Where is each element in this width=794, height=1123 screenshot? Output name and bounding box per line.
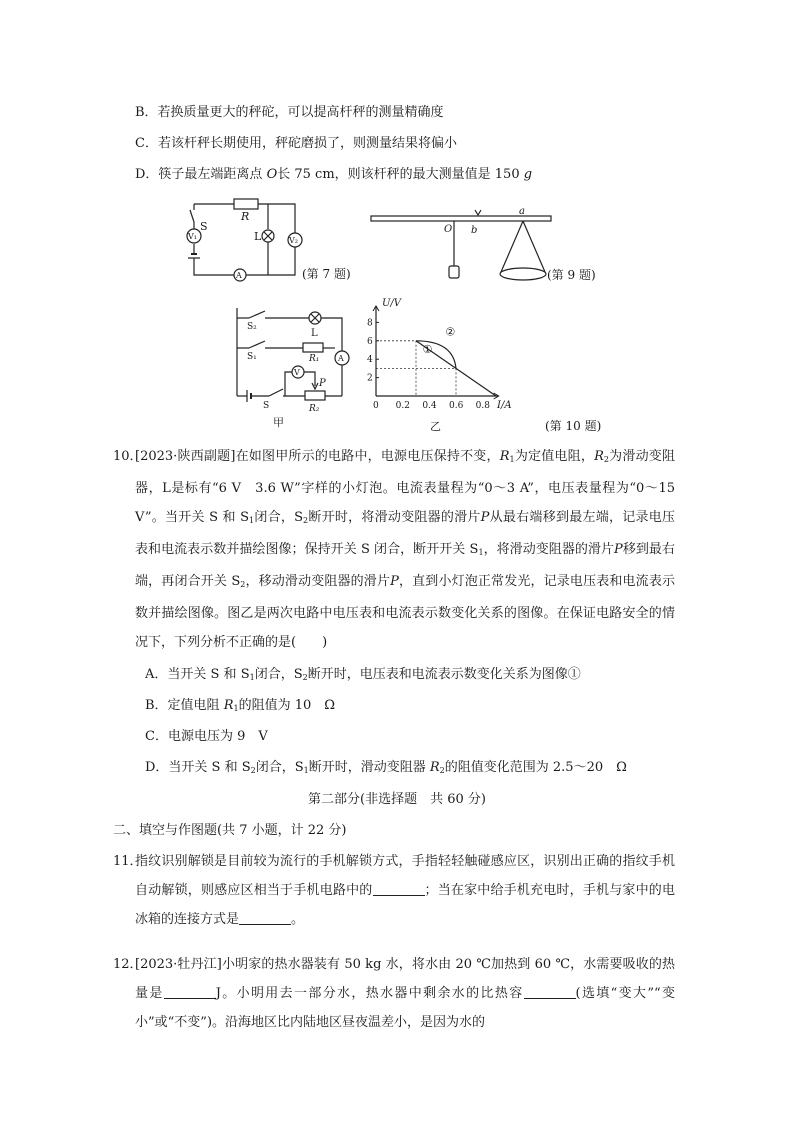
y-tick-label: 4 <box>367 355 373 366</box>
q9-steelyard-figure <box>365 204 615 286</box>
q10-circuit-figure <box>225 296 365 430</box>
q10a-label-s1: S₁ <box>247 352 257 362</box>
q7-caption: (第 7 题) <box>302 267 351 281</box>
q10-opt-b-r: R <box>223 698 234 713</box>
series-1-label: ① <box>422 342 433 356</box>
q10a-name: 甲 <box>273 416 284 429</box>
q10a-label-p: P <box>319 378 326 389</box>
q11-number: 11． <box>113 854 143 869</box>
q7-label-a: A <box>236 271 242 280</box>
q10-p-1: P <box>480 510 490 525</box>
q12-blank-1[interactable] <box>164 984 216 999</box>
q12-text-2: J。小明用去一部分水，热水器中剩余水的比热容 <box>215 986 524 1001</box>
q10-option-a <box>145 666 581 687</box>
q11-stem <box>113 847 675 934</box>
q10-text-2: 为定值电阻， <box>514 449 595 464</box>
q10-p-2: P <box>614 542 623 557</box>
section2-title: 二、填空与作图题(共 7 小题，计 22 分) <box>113 823 347 838</box>
q11-text-1: 指纹识别解锁是目前较为流行的手机解锁方式，手指轻轻触碰感应区，识别出正确的指纹手机自动解锁，则感应区相当于手机电路中的 <box>135 854 675 898</box>
q10-opt-d-r: R <box>429 760 440 775</box>
q7-circuit-figure <box>180 192 365 287</box>
x-tick-label: 0 <box>373 401 379 411</box>
q10a-label-r2: R₂ <box>309 404 320 414</box>
q9-caption: (第 9 题) <box>547 268 596 282</box>
q10-s1-sub: 1 <box>249 516 255 525</box>
q10-caption: (第 10 题) <box>545 419 602 433</box>
q10a-label-a: A <box>338 354 344 363</box>
q10-s2-sub-2: 2 <box>240 580 246 589</box>
q10-opt-d-2: 闭合，S <box>255 760 304 775</box>
q9-label-b: b <box>471 225 478 236</box>
q10a-label-v: V <box>294 368 300 377</box>
q10-text-4: 闭合，S <box>254 510 304 525</box>
q11-blank-2[interactable] <box>239 910 291 925</box>
q10-r1-sub: 1 <box>509 455 515 464</box>
q10-opt-a-2: 闭合，S <box>254 667 303 682</box>
q7-label-s: S <box>200 220 208 233</box>
q10a-label-r1: R₁ <box>309 354 320 364</box>
q7-label-v2: V₂ <box>289 236 298 245</box>
q10-s1-sub-2: 1 <box>478 548 484 557</box>
q10-opt-d-1: D．当开关 S 和 S <box>145 760 251 775</box>
q10-opt-a-1: A．当开关 S 和 S <box>145 667 250 682</box>
q10-text-8: 移到最右端，再闭合开关 S <box>135 542 675 589</box>
q12-number: 12． <box>113 957 143 972</box>
q12-text-3: (选填“变大”“变小”或“不变”)。沿海地区比内陆地区昼夜温差小，是因为水的 <box>135 986 675 1030</box>
q10-s2-sub: 2 <box>303 516 309 525</box>
q9-option-d-var: O <box>266 167 278 182</box>
q10-r2-sub: 2 <box>603 455 609 464</box>
y-tick-label: 6 <box>367 336 373 347</box>
q11-text-2: ；当在家中给手机充电时，手机与家中的电冰箱的连接方式是 <box>135 883 675 927</box>
x-tick-label: 0.8 <box>475 401 490 411</box>
q10-text-7: ，将滑动变阻器的滑片 <box>483 542 615 557</box>
q7-label-v1: V₁ <box>188 232 197 241</box>
q10a-label-l: L <box>311 328 318 339</box>
q10-stem <box>113 442 675 657</box>
q7-label-l: L <box>254 230 262 243</box>
series-2-label: ② <box>445 325 456 339</box>
q10-opt-d-sub2: 2 <box>250 766 256 775</box>
q10a-label-s: S <box>263 401 270 411</box>
q10b-name: 乙 <box>430 420 441 433</box>
q10b-xlabel: I/A <box>497 400 512 411</box>
q11-text-3: 。 <box>291 912 305 927</box>
q10-opt-d-3: 断开时，滑动变阻器 <box>308 760 430 775</box>
y-tick-label: 8 <box>367 318 373 329</box>
q10-r2: R <box>594 449 604 464</box>
q10-opt-b-1: B．定值电阻 <box>145 698 224 713</box>
q10-text-10: ，直到小灯泡正常发光，记录电压表和电流表示数并描绘图像。图乙是两次电路中电压表和电流表示数变化关系的图像。在保证电路安全的情况下，下列分析不正确的是( ) <box>135 574 675 650</box>
q7-label-r: R <box>241 210 250 223</box>
q10-opt-d-sub1: 1 <box>303 766 309 775</box>
q10-opt-b-sub: 1 <box>233 704 239 713</box>
x-tick-label: 0.2 <box>395 401 410 411</box>
q9-option-d-unit: g <box>523 167 533 182</box>
q10-option-d <box>145 759 627 780</box>
q9-label-o: O <box>444 224 453 235</box>
q12-stem <box>113 950 675 1037</box>
q10-text-3: 为滑动变阻器，L是标有“6 V 3.6 W”字样的小灯泡。电流表量程为“0～3 A”，电压表量程为“0～15 V”。当开关 S 和 S <box>135 449 675 525</box>
q10-text-1: [2023·陕西副题]在如图甲所示的电路中，电源电压保持不变， <box>135 449 500 464</box>
q12-text-1: [2023·牡丹江]小明家的热水器装有 50 kg 水，将水由 20 ℃加热到 60 ℃，水需要吸收的热量是 <box>135 957 675 1001</box>
q10-opt-a-sub2: 2 <box>302 673 308 682</box>
q10-text-6: 从最右端移到最左端，记录电压表和电流表示数并描绘图像；保持开关 S 闭合，断开开关 S <box>135 510 675 557</box>
q10-r1: R <box>499 449 510 464</box>
x-tick-label: 0.6 <box>449 401 464 411</box>
q10-opt-d-sub2b: 2 <box>439 766 445 775</box>
part2-title: 第二部分(非选择题 共 60 分) <box>308 792 486 807</box>
q10-option-b <box>145 697 335 718</box>
q9-option-d-post: 长 75 cm，则该杆秤的最大测量值是 150 <box>277 167 524 182</box>
q10-opt-a-sub1: 1 <box>249 673 255 682</box>
q10-text-5: 断开时，将滑动变阻器的滑片 <box>308 510 481 525</box>
q10b-ylabel: U/V <box>382 298 402 309</box>
q9-option-b: B．若换质量更大的秤砣，可以提高杆秤的测量精确度 <box>135 105 444 120</box>
q9-option-d <box>135 166 532 184</box>
q10-opt-a-3: 断开时，电压表和电流表示数变化关系为图像① <box>307 667 581 682</box>
q11-blank-1[interactable] <box>373 881 425 896</box>
x-tick-label: 0.4 <box>422 401 437 411</box>
q10a-label-s2: S₂ <box>247 322 257 332</box>
q10-opt-b-2: 的阻值为 10 Ω <box>238 698 336 713</box>
q10-p-3: P <box>390 574 399 589</box>
q10-graph-figure <box>360 292 610 434</box>
q10-opt-d-4: 的阻值变化范围为 2.5～20 Ω <box>444 760 627 775</box>
q9-option-c: C．若该杆秤长期使用，秤砣磨损了，则测量结果将偏小 <box>135 136 457 151</box>
q10-text-9: ，移动滑动变阻器的滑片 <box>245 574 391 589</box>
y-tick-label: 2 <box>367 373 373 384</box>
q9-option-d-pre: D．筷子最左端距离点 <box>135 167 267 182</box>
q10-option-c: C．电源电压为 9 V <box>145 729 268 744</box>
q10-number: 10． <box>113 449 143 464</box>
q9-label-a: a <box>519 206 525 217</box>
q12-blank-2[interactable] <box>524 984 576 999</box>
